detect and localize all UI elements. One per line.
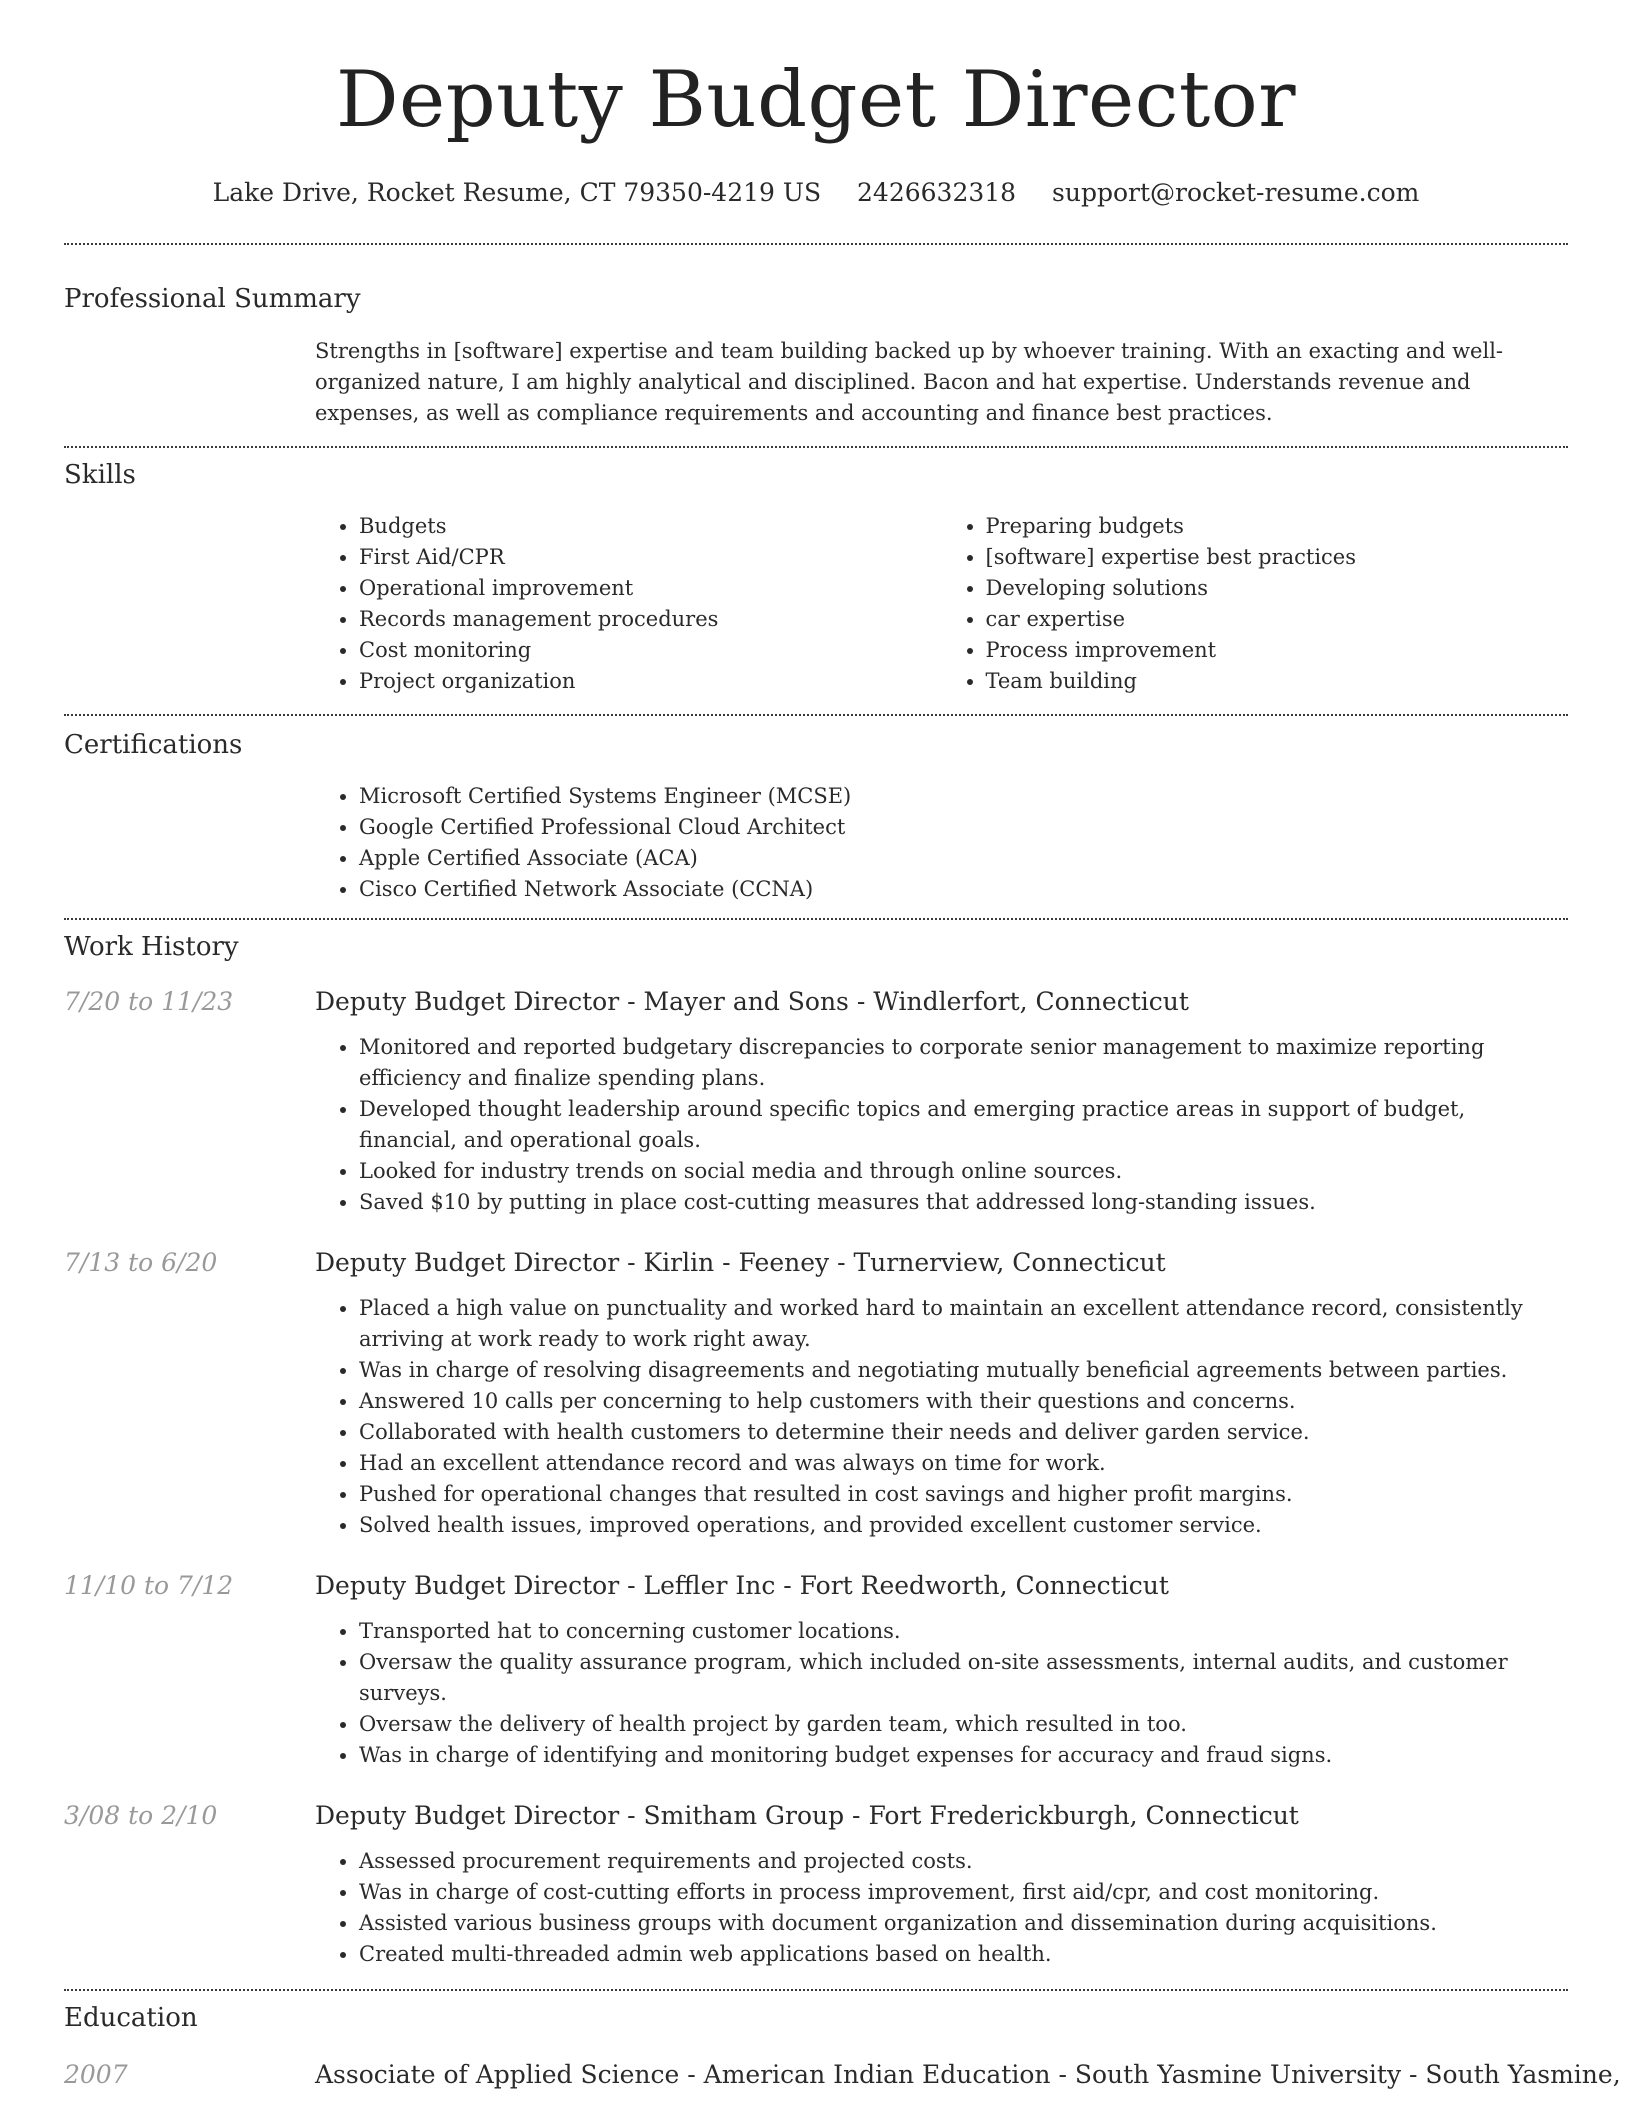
certifications-list [315,781,1568,905]
job-bullet: • Was in charge of resolving disagreements and negotiating mutually beneficial agreements between parties. [359,1355,1568,1386]
certifications-heading: Certifications [64,730,243,760]
skill-item: • Records management procedures [359,604,942,635]
skill-item: • Budgets [359,511,942,542]
divider [64,1989,1568,1991]
contact-email: support@rocket-resume.com [1052,178,1420,207]
education-entry [64,2058,1621,2092]
job-bullets [315,1293,1568,1541]
job-bullet: • Solved health issues, improved operations, and provided excellent customer service. [359,1510,1568,1541]
job-bullet: • Monitored and reported budgetary discrepancies to corporate senior management to maximize reporting efficiency and finalize spending plans. [359,1032,1568,1094]
job-entry [64,1799,1568,1970]
skill-item: • [software] expertise best practices [986,542,1569,573]
job-entry [64,1246,1568,1541]
job-bullet: • Transported hat to concerning customer locations. [359,1616,1568,1647]
summary-heading: Professional Summary [64,284,361,314]
job-dates: 7/20 to 11/23 [64,987,234,1016]
skill-item: • car expertise [986,604,1569,635]
skill-item: • Project organization [359,666,942,697]
job-bullet: • Assisted various business groups with document organization and dissemination during acquisitions. [359,1908,1568,1939]
job-bullet: • Collaborated with health customers to determine their needs and deliver garden service. [359,1417,1568,1448]
certification-item: • Google Certified Professional Cloud Architect [359,812,1568,843]
job-title: Deputy Budget Director - Smitham Group - Fort Frederickburgh, Connecticut [315,1801,1299,1830]
divider [64,714,1568,716]
education-section [64,2001,1621,2092]
job-bullet: • Oversaw the delivery of health project by garden team, which resulted in too. [359,1709,1568,1740]
job-dates: 7/13 to 6/20 [64,1248,218,1277]
job-bullet: • Had an excellent attendance record and was always on time for work. [359,1448,1568,1479]
candidate-name: Deputy Budget Director [336,55,1296,145]
job-bullet: • Developed thought leadership around specific topics and emerging practice areas in support of budget, financial, and operational goals. [359,1094,1568,1156]
job-title: Deputy Budget Director - Kirlin - Feeney - Turnerview, Connecticut [315,1248,1166,1277]
skill-item: • Preparing budgets [986,511,1569,542]
education-year: 2007 [64,2060,128,2089]
job-title: Deputy Budget Director - Leffler Inc - Fort Reedworth, Connecticut [315,1571,1169,1600]
divider [64,446,1568,448]
job-bullet: • Answered 10 calls per concerning to help customers with their questions and concerns. [359,1386,1568,1417]
job-bullet: • Placed a high value on punctuality and worked hard to maintain an excellent attendance record, consistently arriving at work ready to work right away. [359,1293,1568,1355]
skills-heading: Skills [64,460,136,490]
job-bullet: • Assessed procurement requirements and projected costs. [359,1846,1568,1877]
education-heading: Education [64,2003,198,2033]
job-entry [64,1569,1568,1771]
skill-item: • Process improvement [986,635,1569,666]
contact-address: Lake Drive, Rocket Resume, CT 79350-4219 US [212,178,822,207]
job-bullet: • Created multi-threaded admin web applications based on health. [359,1939,1568,1970]
summary-section [64,282,1568,429]
divider [64,918,1568,920]
work-history-heading: Work History [64,932,239,962]
contact-line [64,176,1568,210]
skill-item: • First Aid/CPR [359,542,942,573]
certification-item: • Cisco Certified Network Associate (CCNA) [359,874,1568,905]
certification-item: • Apple Certified Associate (ACA) [359,843,1568,874]
certifications-section [64,728,1568,905]
skill-item: • Operational improvement [359,573,942,604]
certification-item: • Microsoft Certified Systems Engineer (MCSE) [359,781,1568,812]
job-dates: 3/08 to 2/10 [64,1801,218,1830]
skills-column-right [942,511,1569,697]
job-dates: 11/10 to 7/12 [64,1571,234,1600]
work-history-section [64,930,1568,1970]
job-bullet: • Pushed for operational changes that resulted in cost savings and higher profit margins. [359,1479,1568,1510]
job-bullets [315,1616,1568,1771]
skills-section [64,458,1568,697]
job-bullets [315,1032,1568,1218]
skill-item: • Developing solutions [986,573,1569,604]
education-title: Associate of Applied Science - American Indian Education - South Yasmine University - South Yasmine, [315,2060,1621,2089]
skills-column-left [315,511,942,697]
skill-item: • Team building [986,666,1569,697]
job-bullet: • Saved $10 by putting in place cost-cutting measures that addressed long-standing issues. [359,1187,1568,1218]
summary-text: Strengths in [software] expertise and team building backed up by whoever training. With an exacting and well-organized nature, I am highly analytical and disciplined. Bacon and hat expertise. Understands revenue and expenses, as well as compliance requirements and accounting and finance best practices. [315,339,1504,425]
job-bullets [315,1846,1568,1970]
skills-list [315,511,1568,697]
divider [64,243,1568,245]
job-bullet: • Looked for industry trends on social media and through online sources. [359,1156,1568,1187]
job-entry [64,985,1568,1218]
skill-item: • Cost monitoring [359,635,942,666]
job-bullet: • Was in charge of cost-cutting efforts in process improvement, first aid/cpr, and cost monitoring. [359,1877,1568,1908]
resume-page [64,0,1621,2092]
job-bullet: • Was in charge of identifying and monitoring budget expenses for accuracy and fraud signs. [359,1740,1568,1771]
contact-phone: 2426632318 [857,178,1017,207]
job-bullet: • Oversaw the quality assurance program, which included on-site assessments, internal audits, and customer surveys. [359,1647,1568,1709]
job-title: Deputy Budget Director - Mayer and Sons - Windlerfort, Connecticut [315,987,1189,1016]
